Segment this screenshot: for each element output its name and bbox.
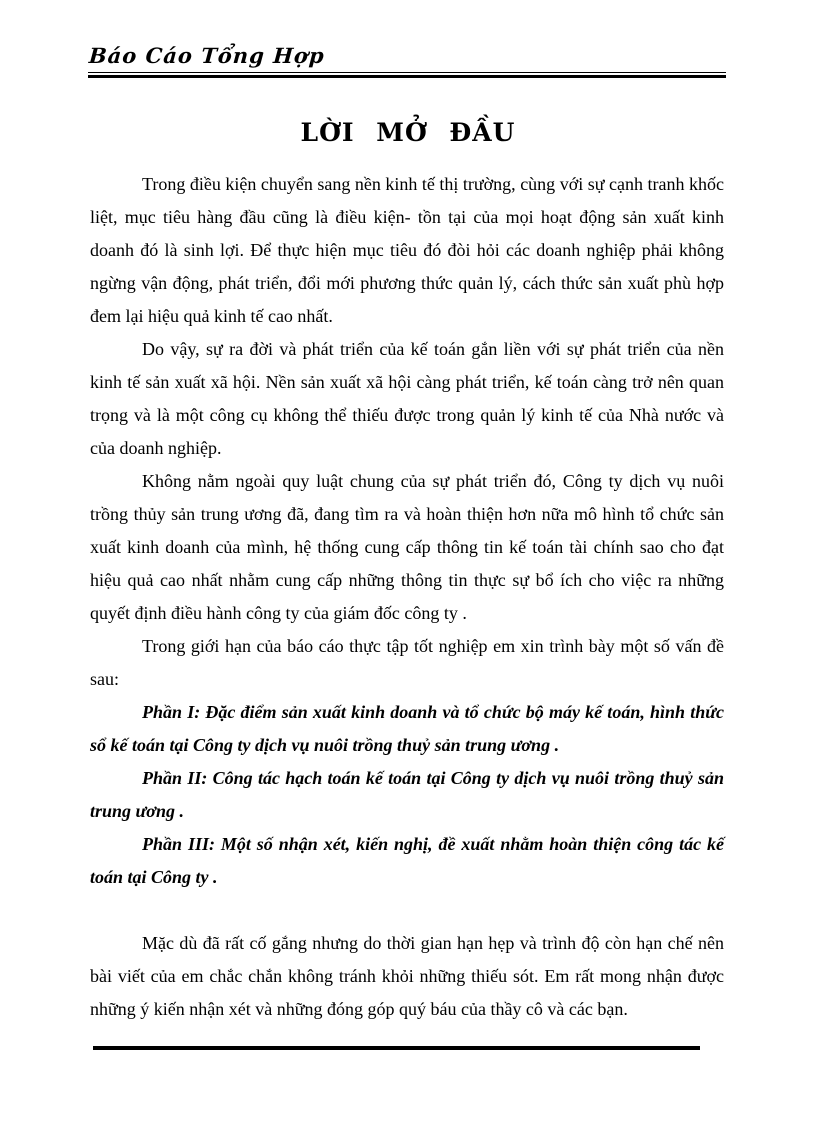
paragraph-part-2: Phần II: Công tác hạch toán kế toán tại Công ty dịch vụ nuôi trồng thuỷ sản trung ương . bbox=[90, 768, 724, 821]
paragraph-closing: Mặc dù đã rất cố gắng nhưng do thời gian hạn hẹp và trình độ còn hạn chế nên bài viết của em chắc chắn không tránh khỏi những thiếu sót. Em rất mong nhận được những ý kiến nhận xét và những đóng góp quý báu của thầy cô và các bạn. bbox=[90, 933, 724, 1019]
header-rule-thin bbox=[88, 72, 726, 73]
paragraph-intro-2: Do vậy, sự ra đời và phát triển của kế toán gắn liền với sự phát triển của nền kinh tế sản xuất xã hội. Nền sản xuất xã hội càng phát triển, kế toán càng trở nên quan trọng và là một công cụ không thể thiếu được trong quản lý kinh tế của Nhà nước và của doanh nghiệp. bbox=[90, 339, 724, 458]
footer-rule bbox=[93, 1046, 700, 1050]
page-header bbox=[88, 0, 726, 78]
paragraph-intro-3: Không nằm ngoài quy luật chung của sự phát triển đó, Công ty dịch vụ nuôi trồng thủy sản trung ương đã, đang tìm ra và hoàn thiện hơn nữa mô hình tổ chức sản xuất kinh doanh của mình, hệ thống cung cấp thông tin kế toán tài chính sao cho đạt hiệu quả cao nhất nhằm cung cấp những thông tin thực sự bổ ích cho việc ra những quyết định điều hành công ty của giám đốc công ty . bbox=[90, 471, 724, 623]
header-title: Báo Cáo Tổng Hợp bbox=[88, 43, 326, 68]
paragraph-part-3: Phần III: Một số nhận xét, kiến nghị, đề xuất nhằm hoàn thiện công tác kế toán tại Công ty . bbox=[90, 834, 724, 887]
document-body bbox=[90, 168, 724, 1026]
paragraph-intro-1: Trong điều kiện chuyển sang nền kinh tế thị trường, cùng với sự cạnh tranh khốc liệt, mục tiêu hàng đầu cũng là điều kiện- tồn tại của mọi hoạt động sản xuất kinh doanh đó là sinh lợi. Để thực hiện mục tiêu đó đòi hỏi các doanh nghiệp phải không ngừng vận động, phát triển, đổi mới phương thức quản lý, cách thức sản xuất phù hợp đem lại hiệu quả kinh tế cao nhất. bbox=[90, 174, 724, 326]
paragraph-part-1: Phần I: Đặc điểm sản xuất kinh doanh và tổ chức bộ máy kế toán, hình thức sổ kế toán tại Công ty dịch vụ nuôi trồng thuỷ sản trung ương . bbox=[90, 702, 724, 755]
header-rule-thick bbox=[88, 75, 726, 78]
document-title: LỜI MỞ ĐẦU bbox=[300, 118, 516, 147]
paragraph-scope: Trong giới hạn của báo cáo thực tập tốt nghiệp em xin trình bày một số vấn đề sau: bbox=[90, 636, 724, 689]
